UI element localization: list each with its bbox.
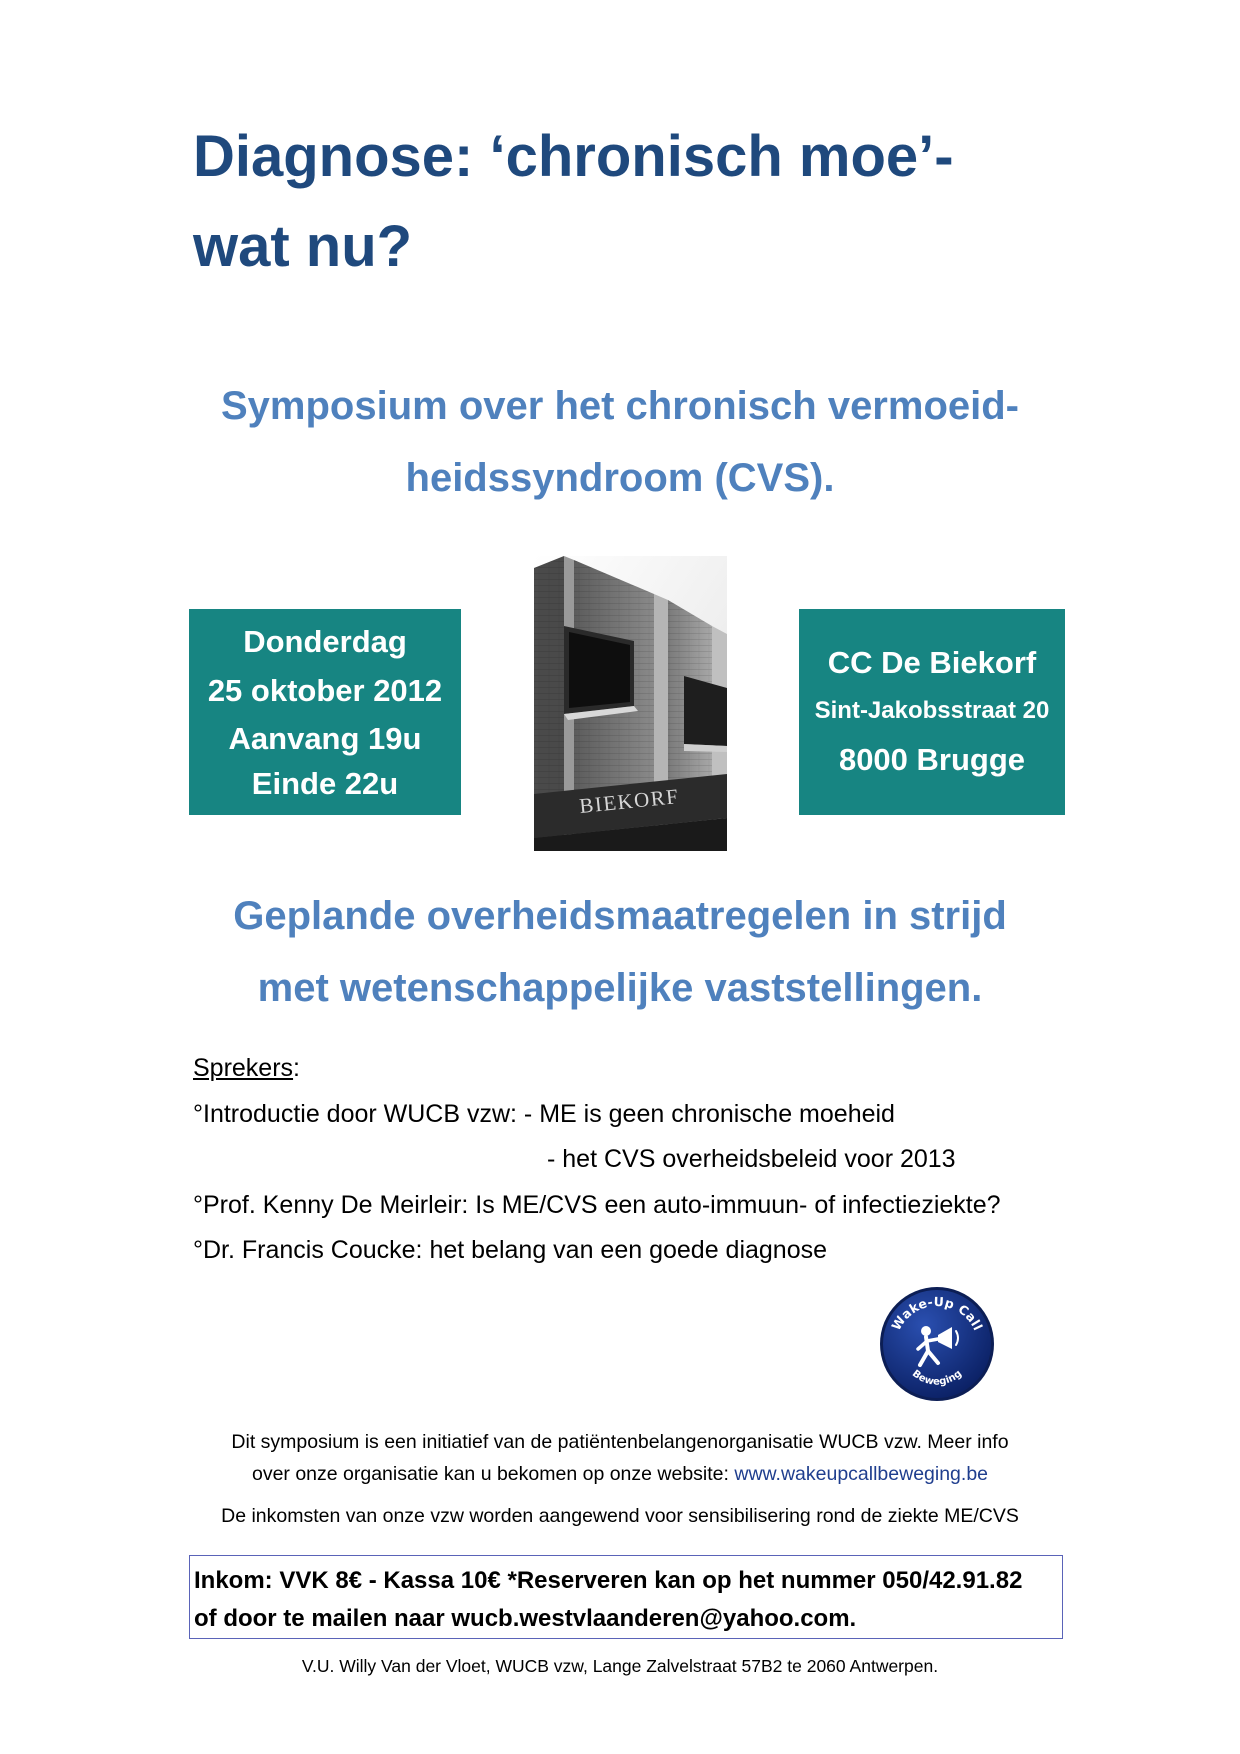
event-day: Donderdag	[243, 624, 407, 659]
event-date: 25 oktober 2012	[207, 673, 443, 708]
info-section	[150, 1426, 1090, 1532]
info-line-3: De inkomsten van onze vzw worden aangewend voor sensibilisering rond de ziekte ME/CVS	[221, 1505, 1019, 1527]
logo-bottom-text: Beweging	[909, 1368, 965, 1388]
speaker-intro: °Introductie door WUCB vzw: - ME is geen chronische moeheid	[193, 1099, 895, 1128]
publisher-footer: V.U. Willy Van der Vloet, WUCB vzw, Lange Zalvelstraat 57B2 te 2060 Antwerpen.	[301, 1656, 939, 1676]
ticket-email-line: of door te mailen naar wucb.westvlaanderen@yahoo.com.	[194, 1605, 857, 1632]
speakers-heading-colon: :	[293, 1054, 300, 1082]
venue-name: CC De Biekorf	[827, 645, 1037, 680]
headline-line-1: Geplande overheidsmaatregelen in strijd	[233, 894, 1007, 938]
subtitle	[150, 370, 1090, 514]
speaker-coucke: °Dr. Francis Coucke: het belang van een goede diagnose	[193, 1236, 828, 1264]
ticket-box	[189, 1555, 1063, 1639]
speaker-intro-continued: - het CVS overheidsbeleid voor 2013	[547, 1145, 956, 1173]
info-line-2	[150, 1458, 1090, 1490]
logo-top-text: Wake-Up Call	[888, 1293, 986, 1333]
headline	[150, 880, 1090, 1024]
venue-street: Sint-Jakobsstraat 20	[814, 697, 1050, 724]
wucb-logo	[878, 1285, 996, 1403]
website-link[interactable]: www.wakeupcallbeweging.be	[734, 1463, 989, 1485]
subtitle-line-1: Symposium over het chronisch vermoeid-	[221, 384, 1019, 428]
venue-box	[799, 609, 1065, 815]
info-line-2-prefix: over onze organisatie kan u bekomen op onze website:	[251, 1463, 735, 1485]
speakers-section	[193, 1046, 1093, 1274]
title-line-1: Diagnose: ‘chronisch moe’-	[193, 124, 954, 189]
venue-city: 8000 Brugge	[838, 742, 1026, 777]
subtitle-line-2: heidssyndroom (CVS).	[405, 456, 835, 500]
date-box	[189, 609, 461, 815]
ticket-price-line: Inkom: VVK 8€ - Kassa 10€ *Reserveren kan op het nummer 050/42.91.82	[194, 1567, 1023, 1594]
speakers-heading	[193, 1046, 1093, 1092]
title-line-2: wat nu?	[193, 214, 413, 279]
page-title	[193, 112, 1093, 292]
event-start: Aanvang 19u	[228, 721, 422, 756]
info-line-1: Dit symposium is een initiatief van de patiëntenbelangenorganisatie WUCB vzw. Meer info	[231, 1431, 1009, 1453]
speakers-heading-word: Sprekers	[193, 1054, 294, 1082]
speaker-de-meirleir: °Prof. Kenny De Meirleir: Is ME/CVS een auto-immuun- of infectieziekte?	[193, 1190, 1001, 1219]
venue-photo	[534, 556, 727, 851]
event-end: Einde 22u	[251, 766, 399, 801]
photo-sign-text: BIEKORF	[578, 784, 681, 819]
headline-line-2: met wetenschappelijke vaststellingen.	[257, 966, 983, 1010]
